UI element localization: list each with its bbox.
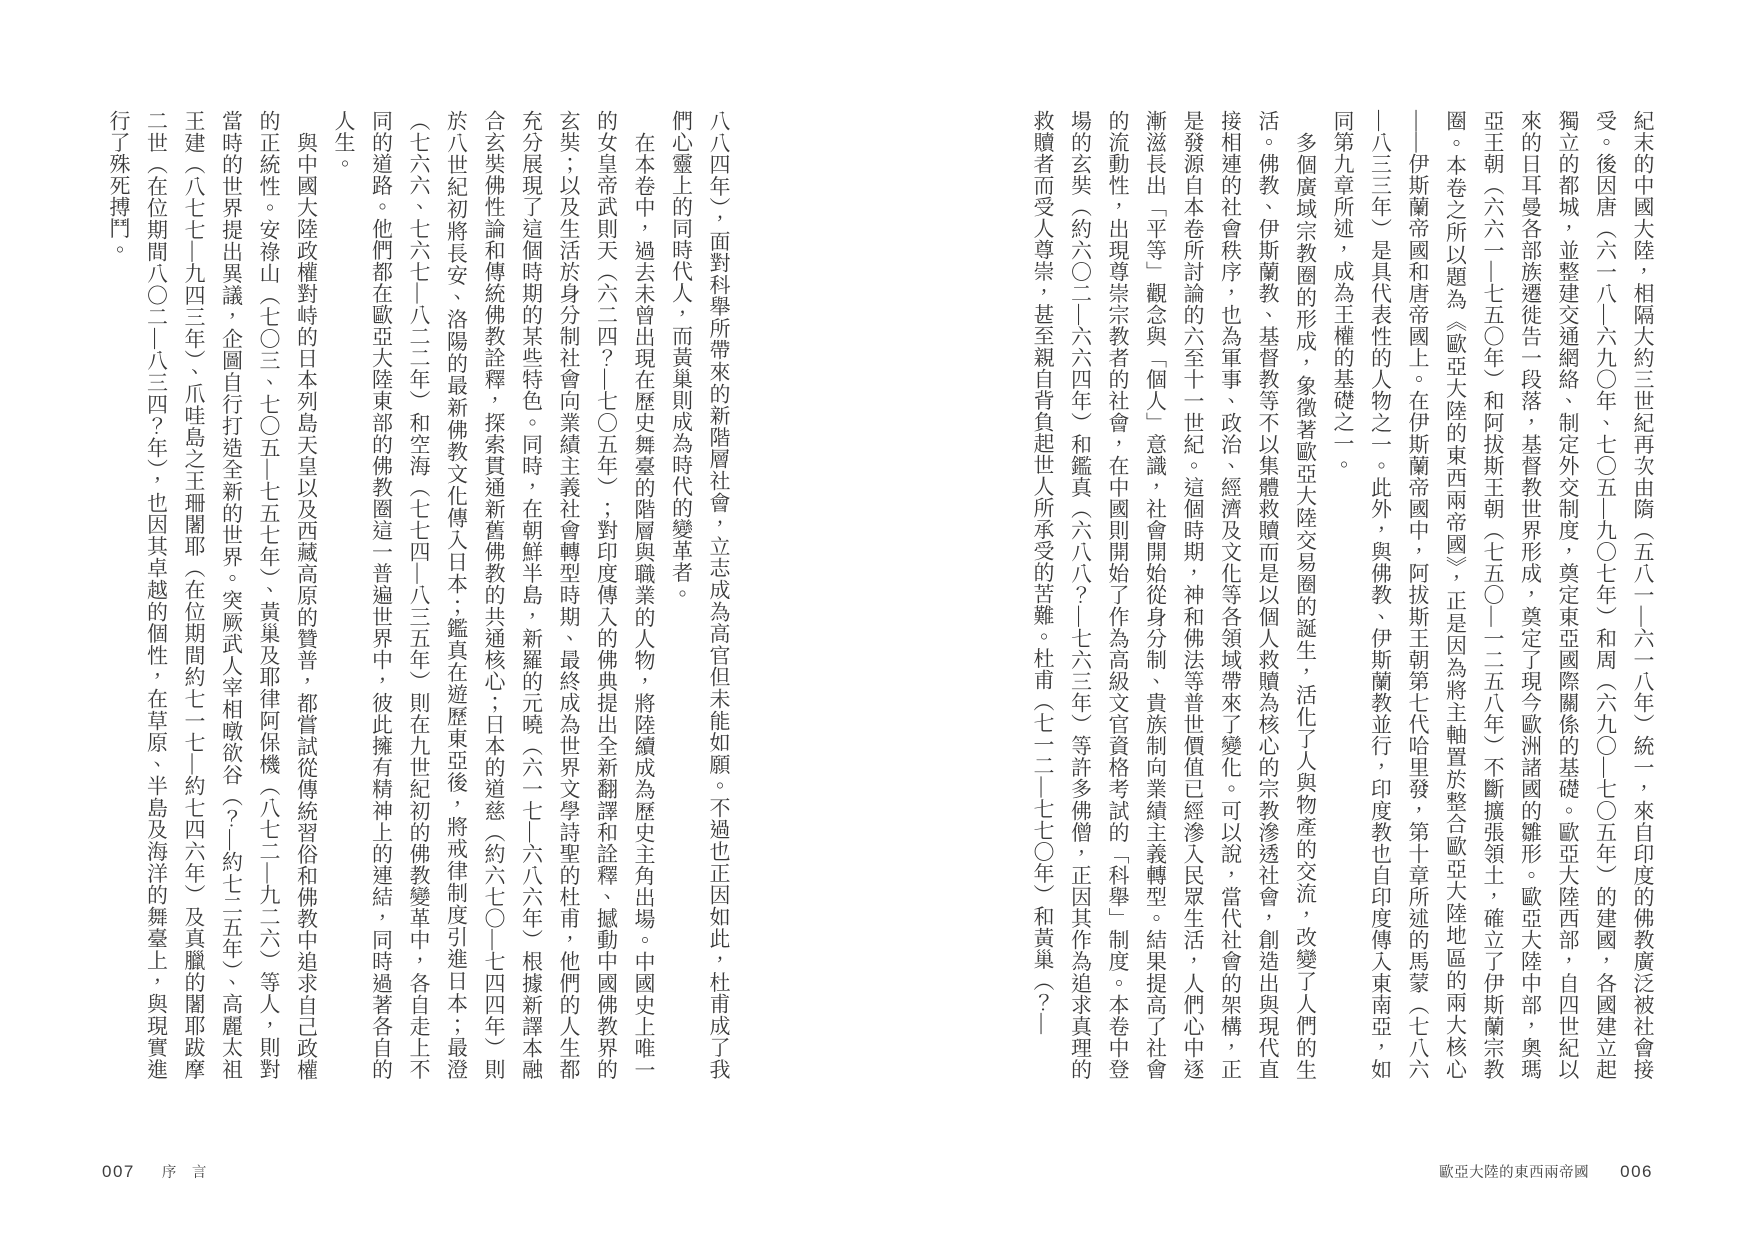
- paragraph-continuation: 八八四年），面對科舉所帶來的新階層社會，立志成為高官但未能如願。不過也正因如此，杜甫成了我們心靈上的同時代人，而黃巢則成為時代的變革者。: [669, 110, 731, 1080]
- page-right: [879, 0, 1757, 1248]
- left-page-text-block: [99, 110, 737, 1080]
- chapter-title: 序 言: [161, 1165, 207, 1181]
- right-page-footer: [1439, 1161, 1653, 1182]
- paragraph: 在本卷中，過去未曾出現在歷史舞臺的階層與職業的人物，將陸續成為歷史主角出場。中國史上唯一的女皇帝武則天（六二四？—七〇五年）；對印度傳入的佛典提出全新翻譯和詮釋、撼動中國佛教界的玄奘；以及生活於身分制社會向業績主義社會轉型時期、最終成為世界文學詩聖的杜甫，他們的人生都充分展現了這個時期的某些特色。同時，在朝鮮半島，新羅的元曉（六一七—六八六年）根據新譯本融合玄奘佛性論和傳統佛教詮釋，探索貫通新舊佛教的共通核心；日本的道慈（約六七〇—七四四年）則於八世紀初將長安、洛陽的最新佛教文化傳入日本；鑑真在遊歷東亞後，將戒律制度引進日本；最澄（七六六、七六七—八二二年）和空海（七七四—八三五年）則在九世紀初的佛教變革中，各自走上不同的道路。他們都在歐亞大陸東部的佛教圈這一普遍世界中，彼此擁有精神上的連結，同時過著各自的人生。: [332, 110, 656, 1080]
- page-number: 007: [102, 1162, 135, 1181]
- left-page-footer: [102, 1161, 207, 1182]
- paragraph: 多個廣域宗教圈的形成，象徵著歐亞大陸交易圈的誕生，活化了人與物產的交流，改變了人們的生活。佛教、伊斯蘭教、基督教等不以集體救贖而是以個人救贖為核心的宗教滲透社會，創造出與現代直接相連的社會秩序，也為軍事、政治、經濟及文化等各領域帶來了變化。可以說，當代社會的架構，正是發源自本卷所討論的六至十一世紀。這個時期，神和佛法等普世價值已經滲入民眾生活，人們心中逐漸滋長出「平等」觀念與「個人」意識，社會開始從身分制、貴族制向業績主義轉型。結果提高了社會的流動性，出現尊崇宗教者的社會，在中國則開始了作為高級文官資格考試的「科舉」制度。本卷中登場的玄奘（約六〇二—六六四年）和鑑真（六八八？—七六三年）等許多佛僧，正因其作為追求真理的救贖者而受人尊崇，甚至親自背負起世人所承受的苦難。杜甫（七一二—七七〇年）和黃巢（？—: [1031, 110, 1318, 1080]
- page-number: 006: [1620, 1162, 1653, 1181]
- right-page-text-block: [1023, 110, 1661, 1080]
- book-title: 歐亞大陸的東西兩帝國: [1439, 1165, 1590, 1181]
- paragraph-continuation: 紀末的中國大陸，相隔大約三世紀再次由隋（五八一—六一八年）統一，來自印度的佛教廣泛被社會接受。後因唐（六一八—六九〇年、七〇五—九〇七年）和周（六九〇—七〇五年）的建國，各國建立起獨立的都城，並整建交通網絡、制定外交制度，奠定東亞國際關係的基礎。歐亞大陸西部，自四世紀以來的日耳曼各部族遷徙告一段落，基督教世界形成，奠定了現今歐洲諸國的雛形。歐亞大陸中部，奧瑪亞王朝（六六一—七五〇年）和阿拔斯王朝（七五〇—一二五八年）不斷擴張領土，確立了伊斯蘭宗教圈。本卷之所以題為《歐亞大陸的東西兩帝國》，正是因為將主軸置於整合歐亞大陸地區的兩大核心——伊斯蘭帝國和唐帝國上。在伊斯蘭帝國中，阿拔斯王朝第七代哈里發，第十章所述的馬蒙（七八六—八三三年）是具代表性的人物之一。此外，與佛教、伊斯蘭教並行，印度教也自印度傳入東南亞，如同第九章所述，成為王權的基礎之一。: [1331, 110, 1655, 1080]
- page-left: [0, 0, 878, 1248]
- paragraph: 與中國大陸政權對峙的日本列島天皇以及西藏高原的贊普，都嘗試從傳統習俗和佛教中追求自己政權的正統性。安祿山（七〇三、七〇五—七五七年）、黃巢及耶律阿保機（八七二—九二六）等人，則對當時的世界提出異議，企圖自行打造全新的世界。突厥武人宰相暾欲谷（？—約七二五年）、高麗太祖王建（八七七—九四三年）、爪哇島之王珊闍耶（在位期間約七一七—約七四六年）及真臘的闍耶跋摩二世（在位期間八〇二—八三四？年），也因其卓越的個性，在草原、半島及海洋的舞臺上，與現實進行了殊死搏鬥。: [107, 110, 319, 1080]
